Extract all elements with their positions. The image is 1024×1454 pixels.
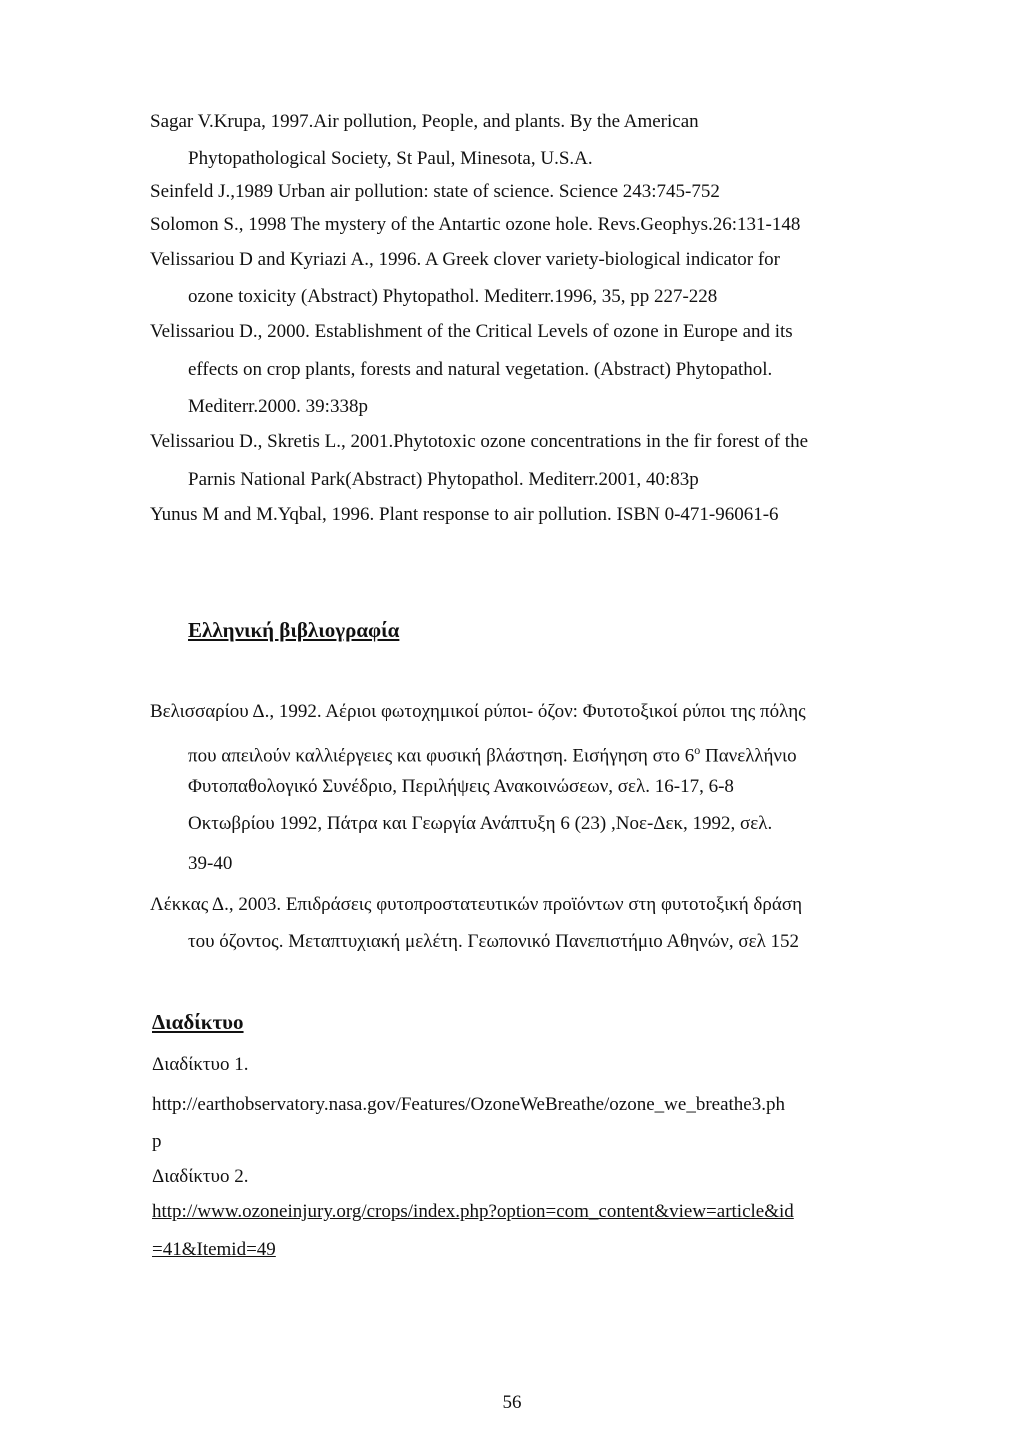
reference-velissariou-1992-line3: Φυτοπαθολογικό Συνέδριο, Περιλήψεις Ανακοινώσεων, σελ. 16-17, 6-8 — [188, 776, 734, 797]
reference-velissariou-2000-line1: Velissariou D., 2000. Establishment of the Critical Levels of ozone in Europe and its — [150, 321, 793, 342]
reference-velissariou-1992-line2 — [188, 738, 797, 768]
superscript: ο — [694, 743, 701, 757]
reference-velissariou-2000-line3: Mediterr.2000. 39:338p — [188, 396, 368, 417]
reference-velissariou-2001-line2: Parnis National Park(Abstract) Phytopathol. Mediterr.2001, 40:83p — [188, 469, 699, 490]
reference-seinfeld: Seinfeld J.,1989 Urban air pollution: state of science. Science 243:745-752 — [150, 181, 720, 202]
internet-1-label: Διαδίκτυο 1. — [152, 1054, 249, 1075]
reference-velissariou-1996-line2: ozone toxicity (Abstract) Phytopathol. Mediterr.1996, 35, pp 227-228 — [188, 286, 718, 307]
reference-sagar-line2: Phytopathological Society, St Paul, Minesota, U.S.A. — [188, 148, 593, 169]
internet-1-url-line1[interactable]: http://earthobservatory.nasa.gov/Features/OzoneWeBreathe/ozone_we_breathe3.ph — [152, 1094, 785, 1115]
reference-velissariou-1992-line4: Οκτωβρίου 1992, Πάτρα και Γεωργία Ανάπτυξη 6 (23) ,Νοε-Δεκ, 1992, σελ. — [188, 813, 773, 834]
internet-2-label: Διαδίκτυο 2. — [152, 1166, 249, 1187]
reference-solomon: Solomon S., 1998 The mystery of the Antartic ozone hole. Revs.Geophys.26:131-148 — [150, 214, 801, 235]
internet-2-url-line1[interactable]: http://www.ozoneinjury.org/crops/index.php?option=com_content&view=article&id — [152, 1201, 794, 1222]
reference-text: Πανελλήνιο — [700, 745, 797, 767]
reference-velissariou-2000-line2: effects on crop plants, forests and natural vegetation. (Abstract) Phytopathol. — [188, 359, 773, 380]
reference-text: που απειλούν καλλιέργειες και φυσική βλάστηση. Εισήγηση στο 6 — [188, 745, 695, 767]
greek-bibliography-heading: Ελληνική βιβλιογραφία — [188, 618, 400, 642]
reference-velissariou-1996-line1: Velissariou D and Kyriazi A., 1996. A Greek clover variety-biological indicator for — [150, 249, 780, 270]
reference-lekkas-line2: του όζοντος. Μεταπτυχιακή μελέτη. Γεωπονικό Πανεπιστήμιο Αθηνών, σελ 152 — [188, 931, 800, 952]
reference-velissariou-1992-line1: Βελισσαρίου Δ., 1992. Αέριοι φωτοχημικοί ρύποι- όζον: Φυτοτοξικοί ρύποι της πόλης — [150, 701, 806, 722]
reference-velissariou-2001-line1: Velissariou D., Skretis L., 2001.Phytotoxic ozone concentrations in the fir forest of the — [150, 431, 809, 452]
reference-sagar-line1: Sagar V.Krupa, 1997.Air pollution, People, and plants. By the American — [150, 111, 699, 132]
reference-velissariou-1992-line5: 39-40 — [188, 853, 233, 874]
internet-2-url-line2[interactable]: =41&Itemid=49 — [152, 1239, 276, 1260]
internet-heading: Διαδίκτυο — [152, 1010, 244, 1034]
reference-yunus: Yunus M and M.Yqbal, 1996. Plant response to air pollution. ISBN 0-471-96061-6 — [150, 504, 779, 525]
reference-lekkas-line1: Λέκκας Δ., 2003. Επιδράσεις φυτοπροστατευτικών προϊόντων στη φυτοτοξική δράση — [150, 894, 803, 915]
page-number: 56 — [502, 1392, 522, 1413]
internet-1-url-line2[interactable]: p — [152, 1131, 162, 1152]
